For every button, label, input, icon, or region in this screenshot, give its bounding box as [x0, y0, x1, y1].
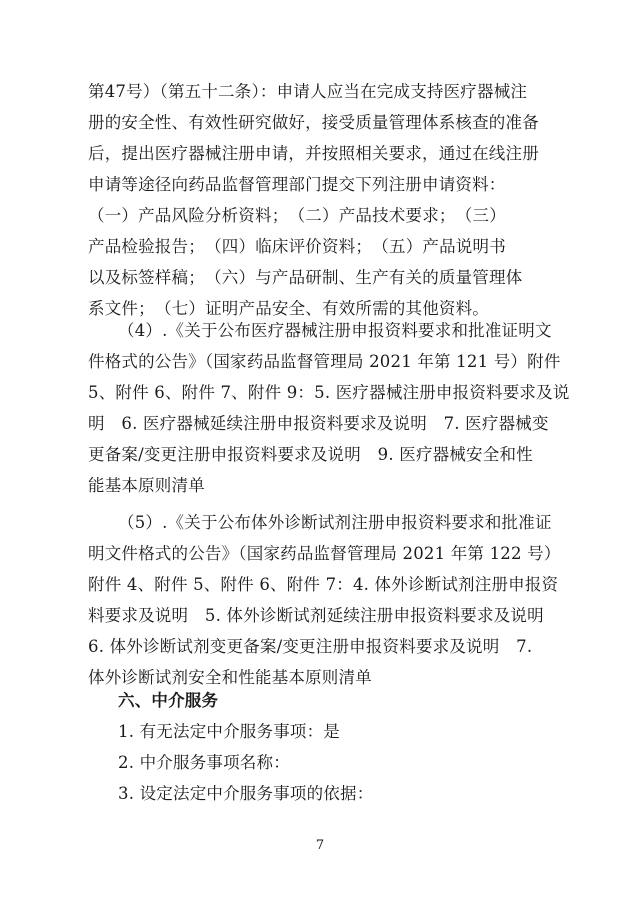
body-line: 系文件； （七）证明产品安全、有效所需的其他资料。	[88, 299, 489, 318]
body-line: 料要求及说明 5. 体外诊断试剂延续注册申报资料要求及说明	[88, 606, 544, 625]
body-line: （一）产品风险分析资料； （二）产品技术要求； （三）	[88, 206, 506, 225]
paragraph-4-start: （4）.《关于公布医疗器械注册申报资料要求和批准证明文	[118, 321, 552, 340]
body-line: 附件 4、附件 5、附件 6、附件 7：4. 体外诊断试剂注册申报资	[88, 575, 559, 594]
list-item: 1. 有无法定中介服务事项：是	[118, 722, 340, 741]
body-line: 能基本原则清单	[88, 476, 205, 495]
body-line: 第47号）（第五十二条）：申请人应当在完成支持医疗器械注	[88, 82, 528, 101]
section-heading: 六、中介服务	[118, 691, 219, 710]
paragraph-5-start: （5）.《关于公布体外诊断试剂注册申报资料要求和批准证	[118, 513, 552, 532]
body-line: 明文件格式的公告》（国家药品监督管理局 2021 年第 122 号）	[88, 544, 561, 563]
body-line: 申请等途径向药品监督管理部门提交下列注册申请资料：	[88, 175, 506, 194]
body-line: 5、附件 6、附件 7、附件 9：5. 医疗器械注册申报资料要求及说	[88, 383, 570, 402]
body-line: 册的安全性、有效性研究做好，接受质量管理体系核查的准备	[88, 113, 539, 132]
body-line: 产品检验报告； （四）临床评价资料； （五）产品说明书	[88, 237, 506, 256]
body-line: 体外诊断试剂安全和性能基本原则清单	[88, 668, 372, 687]
body-line: 6. 体外诊断试剂变更备案/变更注册申报资料要求及说明 7.	[88, 637, 533, 656]
page-number: 7	[315, 838, 325, 853]
body-line: 以及标签样稿； （六）与产品研制、生产有关的质量管理体	[88, 268, 523, 287]
list-item: 2. 中介服务事项名称：	[118, 753, 290, 772]
body-line: 后，提出医疗器械注册申请，并按照相关要求，通过在线注册	[88, 144, 539, 163]
body-line: 明 6. 医疗器械延续注册申报资料要求及说明 7. 医疗器械变	[88, 414, 549, 433]
body-line: 件格式的公告》（国家药品监督管理局 2021 年第 121 号）附件	[88, 352, 561, 371]
body-line: 更备案/变更注册申报资料要求及说明 9. 医疗器械安全和性	[88, 445, 533, 464]
list-item: 3. 设定法定中介服务事项的依据：	[118, 784, 374, 803]
